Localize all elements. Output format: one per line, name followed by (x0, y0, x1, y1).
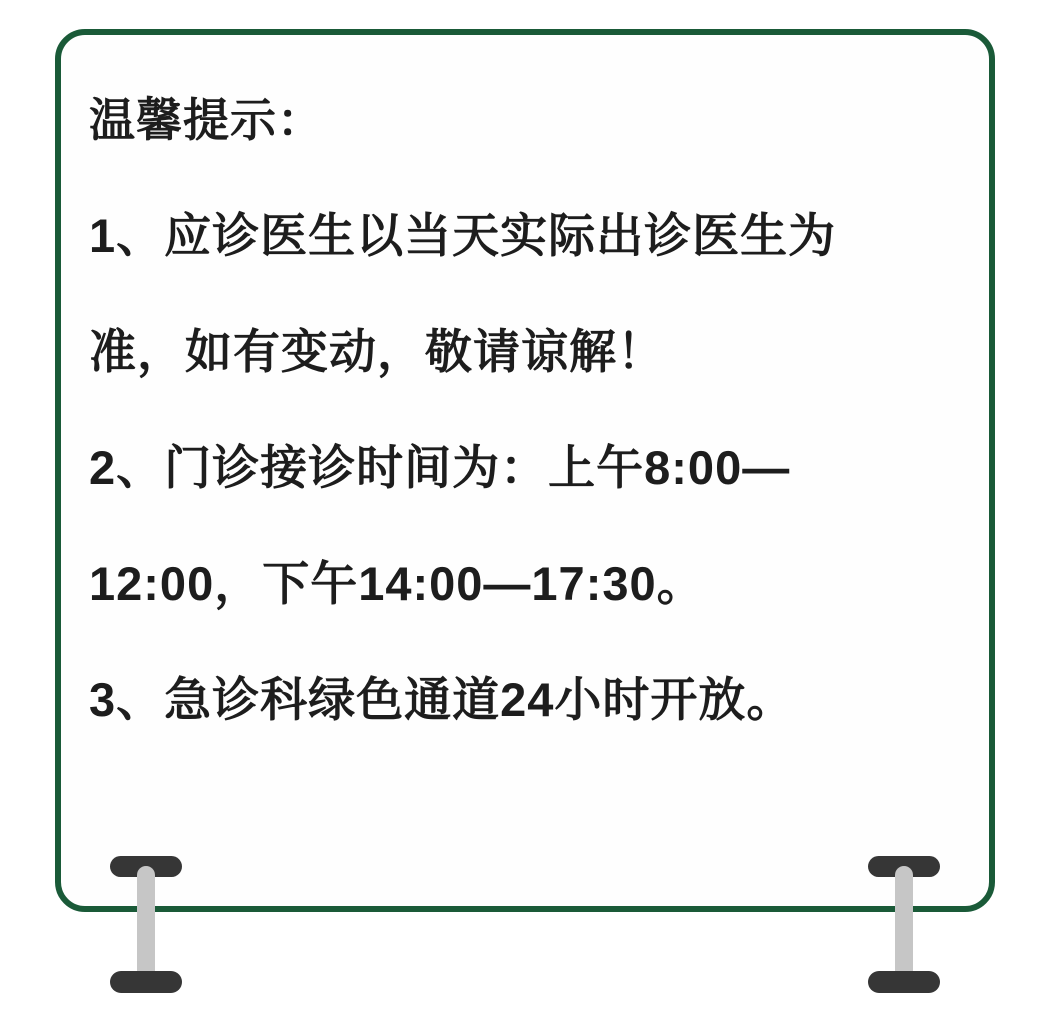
leg-right-bar (895, 866, 913, 981)
sign-title: 温馨提示： (89, 94, 324, 146)
notice-line-2b: 12:00，下午14:00—17:30。 (89, 557, 705, 610)
sign-leg-left (110, 856, 182, 993)
sign-board (55, 29, 995, 912)
notice-line-2a: 2、门诊接诊时间为：上午8:00— (89, 441, 791, 494)
notice-line-3: 3、急诊科绿色通道24小时开放。 (89, 673, 795, 726)
leg-right-bottom-cap (868, 971, 940, 993)
notice-line-1b: 准，如有变动，敬请谅解！ (89, 325, 665, 378)
sign-content (61, 35, 989, 758)
leg-left-bar (137, 866, 155, 981)
sign-leg-right (868, 856, 940, 993)
notice-line-1a: 1、应诊医生以当天实际出诊医生为 (89, 209, 837, 262)
leg-left-bottom-cap (110, 971, 182, 993)
